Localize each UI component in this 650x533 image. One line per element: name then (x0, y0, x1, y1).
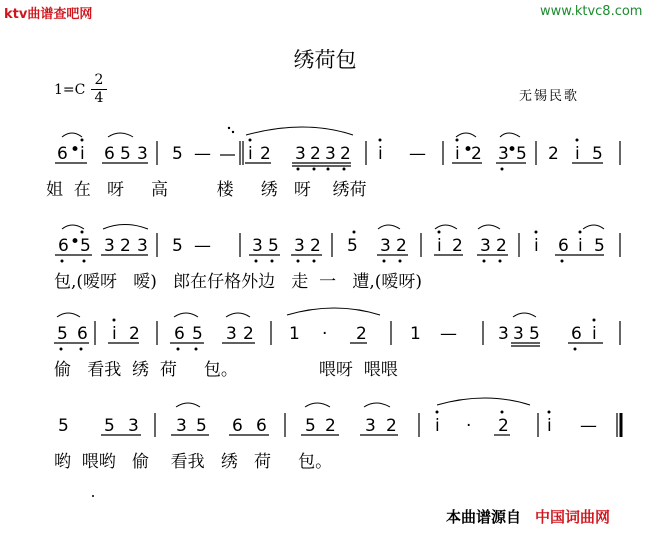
lyric-line-2: 包,(嗳呀 嗳) 郎在仔格外边 走 一 遭,(嗳呀) (54, 272, 422, 292)
svg-text:i: i (592, 324, 597, 344)
svg-text:•: • (70, 140, 81, 160)
svg-text:6: 6 (256, 416, 267, 436)
svg-text:3: 3 (137, 236, 148, 256)
svg-text:2: 2 (310, 236, 321, 256)
svg-text:5: 5 (172, 144, 183, 164)
svg-text:3: 3 (325, 144, 336, 164)
svg-text:3: 3 (226, 324, 237, 344)
svg-text:i: i (578, 236, 583, 256)
svg-text:2: 2 (498, 416, 509, 436)
watermark-left: ktv曲谱查吧网 (4, 7, 93, 22)
score-row-1 (0, 125, 650, 200)
svg-text:i: i (575, 144, 580, 164)
time-signature (91, 72, 107, 107)
key-signature: 1=C (54, 82, 86, 98)
meter-bottom: 4 (91, 89, 107, 107)
svg-text:i: i (248, 144, 253, 164)
svg-text:·: · (322, 324, 328, 344)
meter-top: 2 (94, 72, 104, 88)
notes-row-3 (57, 324, 597, 344)
svg-text:5: 5 (58, 416, 69, 436)
footer-source: 本曲谱源自 (446, 508, 522, 526)
svg-text:2: 2 (471, 144, 482, 164)
svg-text:·: · (466, 416, 472, 436)
svg-text:5: 5 (516, 144, 527, 164)
svg-text:6: 6 (57, 144, 68, 164)
svg-text:2: 2 (260, 144, 271, 164)
svg-text:i: i (435, 416, 440, 436)
svg-text:6: 6 (104, 144, 115, 164)
svg-text:2: 2 (548, 144, 559, 164)
footer-credit (446, 506, 610, 527)
svg-text:5: 5 (594, 236, 605, 256)
svg-text:1: 1 (410, 324, 421, 344)
svg-text:3: 3 (498, 324, 509, 344)
svg-text:•: • (463, 140, 474, 160)
svg-text:i: i (378, 144, 383, 164)
svg-text:2: 2 (310, 144, 321, 164)
svg-text:2: 2 (325, 416, 336, 436)
svg-text:5: 5 (347, 236, 358, 256)
svg-text:—: — (409, 144, 426, 164)
svg-text:3: 3 (128, 416, 139, 436)
score-row-4 (0, 395, 650, 472)
svg-text:2: 2 (356, 324, 367, 344)
svg-text:6: 6 (77, 324, 88, 344)
svg-text:2: 2 (496, 236, 507, 256)
footer-brand-link[interactable]: 中国词曲网 (535, 508, 611, 526)
svg-text:5: 5 (104, 416, 115, 436)
svg-text:5: 5 (192, 324, 203, 344)
svg-text:2: 2 (396, 236, 407, 256)
svg-text:3: 3 (104, 236, 115, 256)
svg-text:3: 3 (365, 416, 376, 436)
lyric-line-1: 姐 在 呀 高 楼 绣 呀 绣荷 (46, 180, 367, 200)
svg-text:2: 2 (120, 236, 131, 256)
svg-text:5: 5 (592, 144, 603, 164)
svg-text:•: • (507, 140, 518, 160)
stray-mark (92, 495, 94, 497)
svg-text:6: 6 (571, 324, 582, 344)
notes-row-1 (57, 140, 603, 164)
svg-text:—: — (194, 236, 211, 256)
svg-text:i: i (112, 324, 117, 344)
svg-text:6: 6 (558, 236, 569, 256)
svg-text:2: 2 (129, 324, 140, 344)
svg-text:3: 3 (498, 144, 509, 164)
lyric-line-4: 哟 喂哟 偷 看我 绣 荷 包。 (54, 452, 333, 472)
score-row-2 (0, 217, 650, 292)
svg-text:6: 6 (58, 236, 69, 256)
watermark-right: www.ktvc8.com (540, 4, 643, 19)
svg-text:6: 6 (174, 324, 185, 344)
svg-text:—: — (580, 416, 597, 436)
svg-text:3: 3 (176, 416, 187, 436)
svg-text:2: 2 (340, 144, 351, 164)
svg-text:5: 5 (529, 324, 540, 344)
svg-text:3: 3 (480, 236, 491, 256)
svg-text:2: 2 (243, 324, 254, 344)
svg-text:i: i (455, 144, 460, 164)
svg-text:i: i (534, 236, 539, 256)
svg-text:3: 3 (295, 144, 306, 164)
svg-text:3: 3 (513, 324, 524, 344)
svg-text:2: 2 (386, 416, 397, 436)
notes-row-4 (58, 416, 597, 436)
svg-text:1: 1 (289, 324, 300, 344)
svg-text:5: 5 (268, 236, 279, 256)
svg-text:5: 5 (80, 236, 91, 256)
svg-text:5: 5 (120, 144, 131, 164)
svg-text:3: 3 (137, 144, 148, 164)
svg-text:i: i (80, 144, 85, 164)
svg-text:5: 5 (305, 416, 316, 436)
svg-text:6: 6 (232, 416, 243, 436)
svg-text:i: i (437, 236, 442, 256)
song-title: 绣荷包 (293, 48, 357, 72)
lyric-line-3: 偷 看我 绣 荷 包。 喂呀 喂喂 (54, 360, 398, 380)
svg-text:3: 3 (380, 236, 391, 256)
svg-text:5: 5 (57, 324, 68, 344)
svg-text:i: i (547, 416, 552, 436)
svg-text:—: — (440, 324, 457, 344)
svg-text:3: 3 (294, 236, 305, 256)
score-row-3 (0, 305, 650, 380)
svg-text:—: — (194, 144, 211, 164)
svg-text:3: 3 (252, 236, 263, 256)
svg-text:•: • (70, 232, 81, 252)
composer: 无锡民歌 (519, 89, 580, 104)
svg-text:5: 5 (172, 236, 183, 256)
svg-text:5: 5 (196, 416, 207, 436)
svg-text:2: 2 (452, 236, 463, 256)
